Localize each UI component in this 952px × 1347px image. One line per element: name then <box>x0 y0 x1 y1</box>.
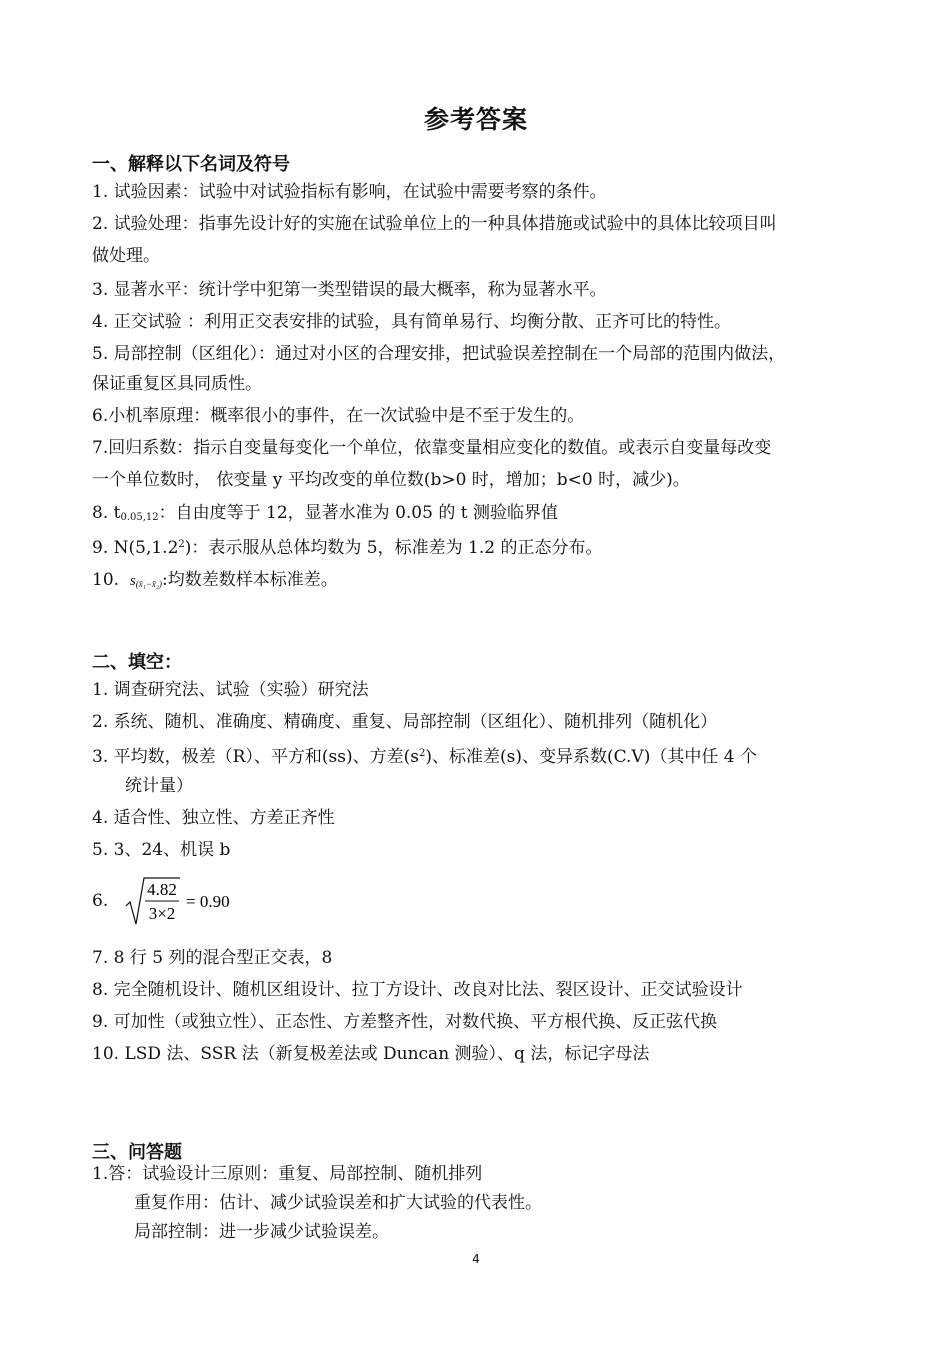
s2-item-7: 7. 8 行 5 列的混合型正交表，8 <box>92 948 333 968</box>
s1-item-3: 3. 显著水平：统计学中犯第一类型错误的最大概率，称为显著水平。 <box>92 280 607 300</box>
s1-item-9-sup: 2 <box>178 539 185 550</box>
section2-heading: 二、填空： <box>92 652 182 673</box>
s3-item-1: 1.答：试验设计三原则：重复、局部控制、随机排列 <box>92 1164 483 1184</box>
page-title: 参考答案 <box>423 105 528 134</box>
s1-item-10-symbol-sub: (x̄₁−x̄₂) <box>135 579 163 589</box>
s2-item-6-num: 6. <box>92 891 109 911</box>
s1-item-9-post: )：表示服从总体均数为 5，标准差为 1.2 的正态分布。 <box>184 538 603 558</box>
s1-item-5b: 保证重复区具同质性。 <box>92 374 262 394</box>
s1-item-4: 4. 正交试验 ：利用正交表安排的试验，具有简单易行、均衡分散、正齐可比的特性。 <box>92 312 732 332</box>
section1-heading: 一、解释以下名词及符号 <box>92 154 290 175</box>
s2-item-3a-post: )、标准差(s)、变异系数(C.V)（其中任 4 个 <box>425 747 757 767</box>
s2-item-10: 10. LSD 法、SSR 法（新复极差法或 Duncan 测验）、q 法，标记字母法 <box>92 1044 650 1064</box>
fraction-denominator: 3×2 <box>148 904 176 923</box>
s2-item-5: 5. 3、24、机误 b <box>92 840 231 860</box>
s2-item-4: 4. 适合性、独立性、方差正齐性 <box>92 808 335 828</box>
s1-item-1: 1. 试验因素：试验中对试验指标有影响，在试验中需要考察的条件。 <box>92 182 607 202</box>
s1-item-8-pre: 8. t <box>92 503 121 523</box>
s1-item-6: 6.小机率原理：概率很小的事件，在一次试验中是不至于发生的。 <box>92 406 585 426</box>
s1-item-10-text: :均数差数样本标准差。 <box>162 570 338 590</box>
s3-item-3: 局部控制：进一步减少试验误差。 <box>134 1222 389 1242</box>
s1-item-9-pre: 9. N(5,1.2 <box>92 538 179 558</box>
s3-item-2: 重复作用：估计、减少试验误差和扩大试验的代表性。 <box>134 1193 542 1213</box>
s2-item-3b: 统计量） <box>125 776 193 796</box>
s2-item-8: 8. 完全随机设计、随机区组设计、拉丁方设计、改良对比法、裂区设计、正交试验设计 <box>92 980 743 1000</box>
s2-item-9: 9. 可加性（或独立性）、正态性、方差整齐性，对数代换、平方根代换、反正弦代换 <box>92 1012 718 1032</box>
s2-item-3a <box>92 744 757 767</box>
s2-item-3a-sup: 2 <box>419 748 426 759</box>
section3-heading: 三、问答题 <box>92 1142 182 1163</box>
s1-item-2a: 2. 试验处理：指事先设计好的实施在试验单位上的一种具体措施或试验中的具体比较项目叫 <box>92 214 777 234</box>
s2-item-1: 1. 调查研究法、试验（实验）研究法 <box>92 680 369 700</box>
formula-result: = 0.90 <box>186 892 230 911</box>
sqrt-formula <box>124 872 344 932</box>
s1-item-8-post: ：自由度等于 12，显著水准为 0.05 的 t 测验临界值 <box>158 503 558 523</box>
s2-item-3a-pre: 3. 平均数，极差（R）、平方和(ss)、方差(s <box>92 747 419 767</box>
s1-item-9 <box>92 535 602 558</box>
s1-item-10-symbol: s <box>129 573 136 589</box>
s1-item-10-num: 10. <box>92 570 120 590</box>
s1-item-10 <box>92 570 338 594</box>
s1-item-5a: 5. 局部控制（区组化）：通过对小区的合理安排，把试验误差控制在一个局部的范围内做法， <box>92 344 786 364</box>
s1-item-8-sub: 0.05,12 <box>120 512 159 523</box>
page-number: 4 <box>472 1252 480 1266</box>
s2-item-2: 2. 系统、随机、准确度、精确度、重复、局部控制（区组化）、随机排列（随机化） <box>92 712 718 732</box>
fraction-numerator: 4.82 <box>147 880 177 899</box>
s1-item-7a: 7.回归系数：指示自变量每变化一个单位，依靠变量相应变化的数值。或表示自变量每改变 <box>92 438 772 458</box>
s1-item-2b: 做处理。 <box>92 246 160 266</box>
s1-item-8 <box>92 503 558 528</box>
s1-item-7b: 一个单位数时， 依变量 y 平均改变的单位数(b>0 时，增加；b<0 时，减少)。 <box>92 470 690 490</box>
